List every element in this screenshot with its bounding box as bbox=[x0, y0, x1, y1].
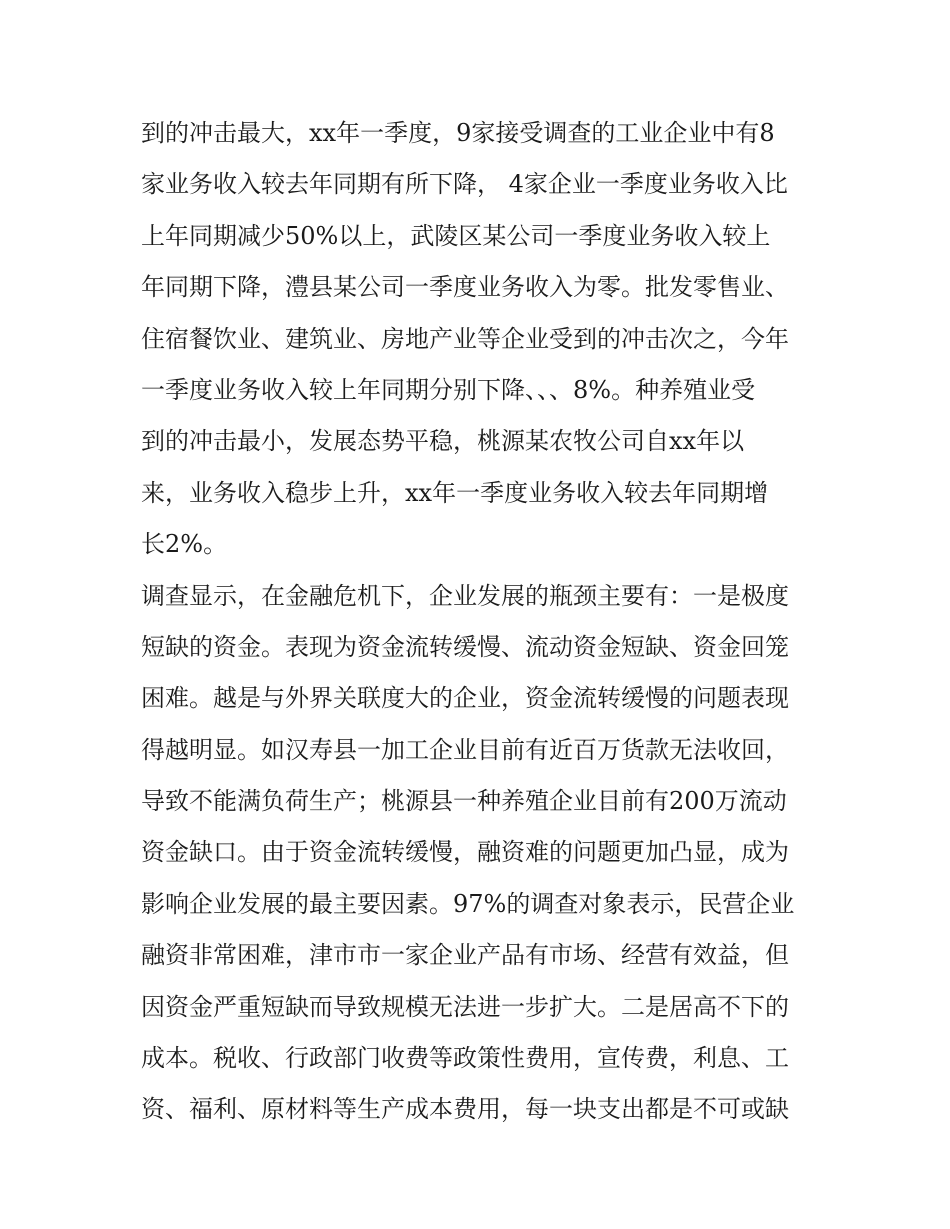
text-line-2: 家业务收入较去年同期有所下降， 4家企业一季度业务收入比 bbox=[141, 170, 788, 199]
text-line-7: 到的冲击最小，发展态势平稳，桃源某农牧公司自xx年以 bbox=[141, 427, 745, 456]
text-line-4: 年同期下降，澧县某公司一季度业务收入为零。批发零售业、 bbox=[141, 273, 789, 302]
text-line-12: 困难。越是与外界关联度大的企业，资金流转缓慢的问题表现 bbox=[141, 684, 789, 713]
text-line-16: 影响企业发展的最主要因素。97%的调查对象表示，民营企业 bbox=[141, 889, 795, 918]
text-line-17: 融资非常困难，津市市一家企业产品有市场、经营有效益，但 bbox=[141, 941, 789, 970]
text-line-11: 短缺的资金。表现为资金流转缓慢、流动资金短缺、资金回笼 bbox=[141, 632, 789, 661]
text-line-18: 因资金严重短缺而导致规模无法进一步扩大。二是居高不下的 bbox=[141, 992, 789, 1021]
text-line-6: 一季度业务收入较上年同期分别下降、、、8%。种养殖业受 bbox=[141, 375, 756, 404]
text-line-13: 得越明显。如汉寿县一加工企业目前有近百万货款无法收回， bbox=[141, 735, 789, 764]
text-line-3: 上年同期减少50%以上，武陵区某公司一季度业务收入较上 bbox=[141, 221, 771, 250]
text-line-1: 到的冲击最大，xx年一季度，9家接受调查的工业企业中有8 bbox=[141, 119, 775, 147]
text-line-8: 来，业务收入稳步上升，xx年一季度业务收入较去年同期增 bbox=[141, 478, 769, 507]
text-line-19: 成本。税收、行政部门收费等政策性费用，宣传费，利息、工 bbox=[141, 1044, 789, 1073]
text-line-14: 导致不能满负荷生产；桃源县一种养殖企业目前有200万流动 bbox=[141, 787, 787, 816]
text-line-5: 住宿餐饮业、建筑业、房地产业等企业受到的冲击次之，今年 bbox=[141, 324, 789, 353]
text-line-15: 资金缺口。由于资金流转缓慢，融资难的问题更加凸显，成为 bbox=[141, 838, 789, 867]
body-text bbox=[141, 108, 821, 1136]
text-line-20: 资、福利、原材料等生产成本费用，每一块支出都是不可或缺 bbox=[141, 1095, 789, 1124]
text-line-9: 长2%。 bbox=[141, 530, 228, 559]
text-line-10: 调查显示，在金融危机下，企业发展的瓶颈主要有：一是极度 bbox=[141, 581, 789, 610]
